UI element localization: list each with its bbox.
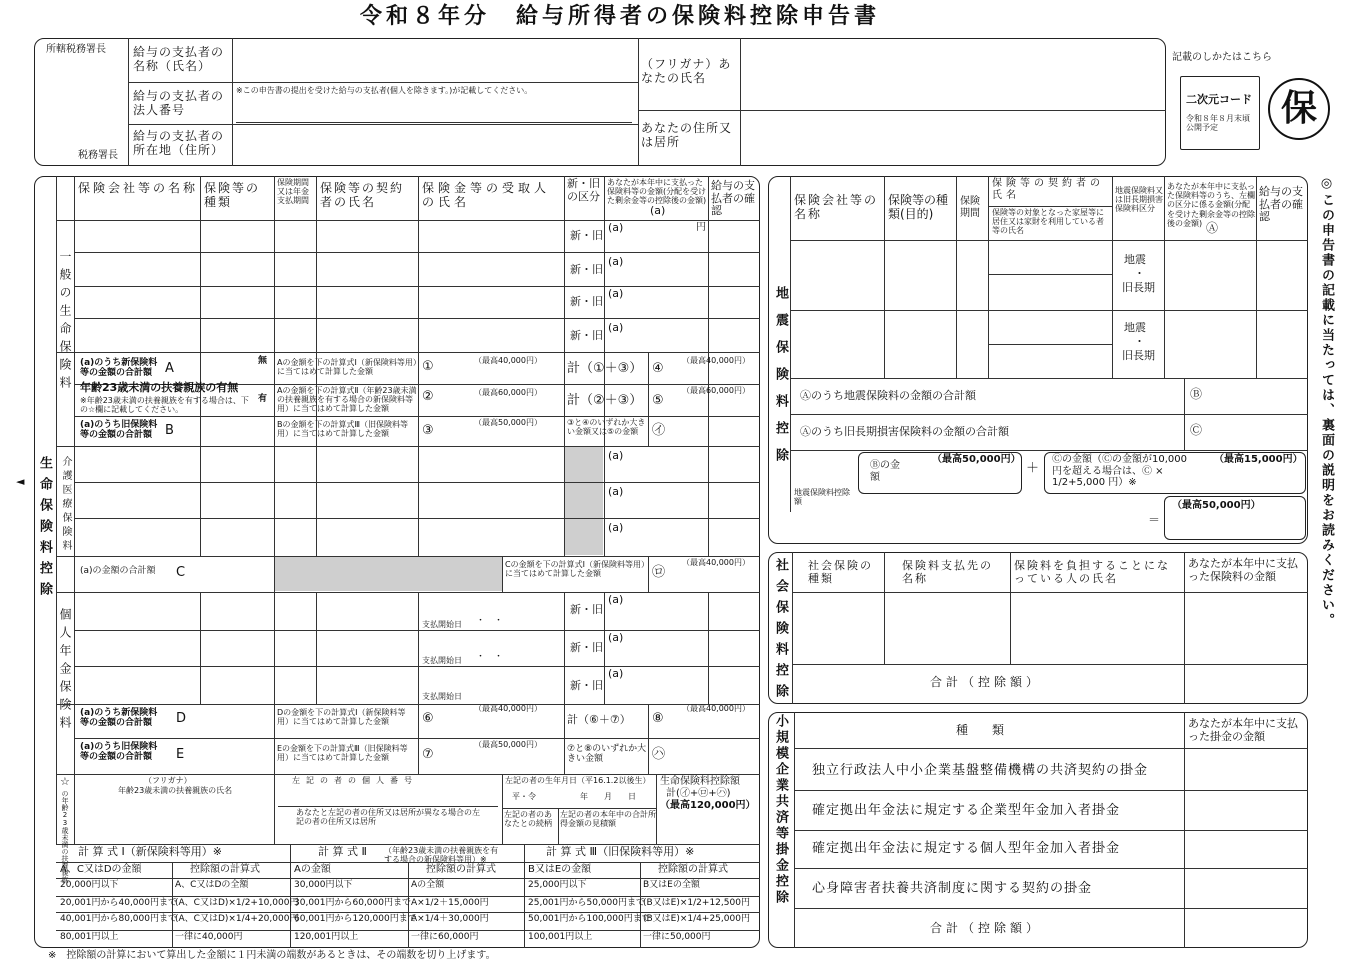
calc2-A: Aの金額を下の計算式Ⅱ（年齢23歳未満の扶養親族を有する場合の新保険料等用）に当てはめて計算した金額 bbox=[277, 386, 417, 414]
newold-3[interactable]: 新・旧 bbox=[570, 295, 603, 308]
max60-2: （最高60,000円） bbox=[682, 386, 750, 395]
social-h3: 保険料を負担することになっている人の氏名 bbox=[1014, 559, 1170, 585]
payer-corp-label: 給与の支払者の法人番号 bbox=[133, 89, 225, 117]
formula-cell: 50,001円から100,000円まで bbox=[528, 914, 651, 924]
formula-cell: A、C又はDの全額 bbox=[175, 880, 249, 890]
social-h4: あなたが本年中に支払った保険料の金額 bbox=[1188, 557, 1298, 583]
corp-number-boxes[interactable] bbox=[236, 100, 632, 123]
quake-eq: ＝ bbox=[1148, 513, 1161, 527]
payment-start-3: 支払開始日 bbox=[422, 692, 462, 701]
newold-2[interactable]: 新・旧 bbox=[570, 263, 603, 276]
pen-new-label: (a)のうち新保険料等の金額の合計額 bbox=[80, 708, 158, 729]
formula-cell: 80,001円以上 bbox=[60, 932, 119, 942]
payment-dots-2: ・ ・ bbox=[476, 652, 504, 662]
quake-b-amount: Ⓑの金額 bbox=[870, 460, 900, 483]
dep-mynumber-label: 左記の者の個人番号 bbox=[292, 776, 418, 785]
dep-addr-note: あなたと左記の者の住所又は居所が異なる場合の左記の者の住所又は居所 bbox=[296, 808, 480, 827]
life-h-company: 保険会社等の名称 bbox=[78, 181, 199, 195]
mark-E: E bbox=[176, 747, 185, 762]
max40-2: （最高40,000円） bbox=[682, 356, 750, 365]
form-title: 令和８年分 給与所得者の保険料控除申告書 bbox=[360, 4, 881, 29]
quake-h-amount: あなたが本年中に支払った保険料等のうち、左欄の区分に係る金額(分配を受けた剰余金等の控除後の金額) bbox=[1167, 182, 1255, 228]
dependent-question: 年齢23歳未満の扶養親族の有無 bbox=[80, 381, 239, 394]
formula-cell: (B又はE)×1/2+12,500円 bbox=[643, 898, 750, 908]
quake-side-label: 地震保険料控除 bbox=[773, 286, 788, 475]
payer-name-label: 給与の支払者の名称（氏名） bbox=[133, 45, 225, 73]
formula-col-head: Aの金額 bbox=[294, 864, 331, 875]
formula-cell: 30,001円から60,000円まで bbox=[294, 898, 411, 908]
qr-code-box bbox=[1180, 76, 1260, 150]
payment-dots-1: ・ ・ bbox=[476, 616, 504, 626]
dep-relation: 左記の者のあなたとの続柄 bbox=[504, 810, 552, 829]
max40-5: （最高40,000円） bbox=[682, 704, 750, 713]
a-mark-4: (a) bbox=[608, 321, 624, 334]
newold-4[interactable]: 新・旧 bbox=[570, 329, 603, 342]
quake-kind-2[interactable]: 地震 bbox=[1124, 321, 1146, 334]
care-newold-grey bbox=[565, 447, 603, 555]
life-h-type: 保険等の種類 bbox=[204, 181, 261, 209]
a-mark-9: (a) bbox=[608, 631, 624, 644]
formula-cell: 100,001円以上 bbox=[528, 932, 593, 942]
formula-col-head: 控除額の計算式 bbox=[658, 864, 728, 875]
mark-i: ㋑ bbox=[652, 423, 666, 438]
social-total: 合計（控除額） bbox=[930, 675, 1043, 689]
formula-cell: 一律に40,000円 bbox=[175, 932, 243, 942]
quake-h-amount-mark: Ⓐ bbox=[1206, 221, 1219, 235]
arrow-marker: ◄ bbox=[16, 475, 25, 488]
quake-total-max: （最高50,000円） bbox=[1172, 500, 1261, 511]
insurance-stamp: 保 bbox=[1268, 78, 1330, 140]
num-1: ① bbox=[422, 359, 434, 374]
life-h-confirm: 給与の支払者の確認 bbox=[711, 179, 755, 218]
newold-5[interactable]: 新・旧 bbox=[570, 603, 603, 616]
quake-kind-2-dot: ・ bbox=[1134, 335, 1145, 348]
quake-max50k-1: （最高50,000円） bbox=[932, 454, 1021, 465]
small-total: 合計（控除額） bbox=[930, 921, 1043, 935]
quake-kind-1[interactable]: 地震 bbox=[1124, 253, 1146, 266]
formula-cell: A×1/2＋15,000円 bbox=[411, 898, 489, 908]
formula-cell: 20,001円から40,000円まで bbox=[60, 898, 177, 908]
care-sum-grey bbox=[275, 557, 502, 591]
max40-1: （最高40,000円） bbox=[474, 356, 542, 365]
dep-era[interactable]: 平・令 bbox=[512, 792, 536, 801]
life-total-formula: 計(㋑+㋺+㋩) bbox=[666, 788, 731, 799]
a-mark-7: (a) bbox=[608, 521, 624, 534]
small-h1: 種 類 bbox=[956, 723, 1005, 737]
max40-4: （最高40,000円） bbox=[474, 704, 542, 713]
newold-1[interactable]: 新・旧 bbox=[570, 229, 603, 242]
quake-h-period: 保険期間 bbox=[960, 196, 980, 219]
formula-cell: Aの全額 bbox=[411, 880, 445, 890]
quake-h-contractor: 保険等の契約者の氏名 bbox=[992, 178, 1104, 201]
num-5: ⑤ bbox=[652, 393, 664, 408]
formula-cell: (B又はE)×1/4+25,000円 bbox=[643, 914, 750, 924]
your-name-label: （フリガナ）あなたの氏名 bbox=[641, 57, 732, 85]
dep-mynumber-boxes[interactable] bbox=[278, 792, 498, 807]
big-of-24: ③と④のいずれか大きい金額又は⑤の金額 bbox=[567, 418, 646, 437]
sum13: 計（①＋③） bbox=[567, 361, 643, 376]
sum67: 計（⑥＋⑦） bbox=[567, 713, 631, 726]
pension-label: 個人年金保険料 bbox=[58, 608, 72, 734]
care-sum-label: (a)の金額の合計額 bbox=[80, 566, 156, 576]
formula-cell: A×1/4＋30,000円 bbox=[411, 914, 489, 924]
a-mark-5: (a) bbox=[608, 449, 624, 462]
formula-cell: (A、C又はD)×1/2+10,000円 bbox=[175, 898, 299, 908]
formula1-title: 計 算 式 Ⅰ（新保険料等用）※ bbox=[78, 845, 222, 858]
side-note: ◎この申告書の記載に当たっては、裏面の説明をお読みください。 bbox=[1319, 176, 1334, 628]
small-row-4: 心身障害者扶養共済制度に関する契約の掛金 bbox=[812, 881, 1093, 896]
a-mark-1: (a) bbox=[608, 221, 624, 234]
no-label[interactable]: 無 bbox=[258, 356, 268, 366]
tax-office-head: 所轄税務署長 bbox=[46, 44, 106, 55]
your-addr-label: あなたの住所又は居所 bbox=[641, 121, 733, 149]
life-h-amount: あなたが本年中に支払った保険料等の金額(分配を受けた剰余金等の控除後の金額) bbox=[607, 178, 707, 206]
gen-old-label: (a)のうち旧保険料等の金額の合計額 bbox=[80, 420, 158, 441]
dependent-note: ※年齢23歳未満の扶養親族を有する場合は、下の☆欄に記載してください。 bbox=[80, 396, 249, 415]
social-h2: 保険料支払先の名称 bbox=[902, 559, 993, 585]
pen-old-label: (a)のうち旧保険料等の金額の合計額 bbox=[80, 742, 158, 763]
max50-2: （最高50,000円） bbox=[474, 740, 542, 749]
formula-cell: (A、C又はD)×1/4+20,000円 bbox=[175, 914, 299, 924]
formula-cell: 25,001円から50,000円まで bbox=[528, 898, 645, 908]
a-mark-6: (a) bbox=[608, 485, 624, 498]
life-h-amount-a: (a) bbox=[650, 204, 666, 217]
mark-C: C bbox=[176, 565, 186, 580]
a-mark-2: (a) bbox=[608, 255, 624, 268]
quake-max15k: （最高15,000円） bbox=[1214, 454, 1303, 465]
life-h-contractor: 保険等の契約者の氏名 bbox=[320, 181, 405, 209]
formula-cell: 一律に60,000円 bbox=[411, 932, 479, 942]
dep-income: 左記の者の本年中の合計所得金額の見積額 bbox=[560, 810, 656, 829]
star-mark: ☆ bbox=[60, 775, 70, 788]
formula-cell: 25,000円以下 bbox=[528, 880, 587, 890]
big-of-78: ⑦と⑧のいずれか大きい金額 bbox=[567, 744, 647, 765]
formula-cell: 30,000円以下 bbox=[294, 880, 353, 890]
life-total-label: 生命保険料控除額 bbox=[660, 776, 740, 787]
quake-h-company: 保険会社等の名称 bbox=[794, 193, 879, 221]
calc1-A: Aの金額を下の計算式Ⅰ（新保険料等用）に当てはめて計算した金額 bbox=[277, 358, 417, 377]
quake-h-confirm: 給与の支払者の確認 bbox=[1259, 185, 1303, 224]
formula-col-head: 控除額の計算式 bbox=[426, 864, 496, 875]
general-life-label: 一般の生命保険料 bbox=[58, 250, 72, 394]
small-row-3: 確定拠出年金法に規定する個人型年金加入者掛金 bbox=[812, 841, 1121, 856]
formula2-sub: （年齢23歳未満の扶養親族を有する場合の新保険料等用）※ bbox=[384, 846, 499, 865]
formula-cell: 60,001円から120,000円まで bbox=[294, 914, 417, 924]
formula-cell: 120,001円以上 bbox=[294, 932, 359, 942]
a-mark-8: (a) bbox=[608, 593, 624, 606]
qr-title: 二次元コード bbox=[1186, 93, 1252, 106]
num-4: ④ bbox=[652, 361, 664, 376]
num-8: ⑧ bbox=[652, 711, 664, 726]
dep-ymd: 年 月 日 bbox=[580, 792, 636, 801]
max40-3: （最高40,000円） bbox=[682, 558, 750, 567]
payer-corp-note: ※この申告書の提出を受けた給与の支払者(個人を除きます。)が記載してください。 bbox=[236, 86, 533, 95]
newold-6[interactable]: 新・旧 bbox=[570, 641, 603, 654]
dep-name-label: （フリガナ） bbox=[144, 776, 192, 785]
quake-mark-B: Ⓑ bbox=[1190, 387, 1203, 401]
num-3: ③ bbox=[422, 423, 434, 438]
formula2-title: 計 算 式 Ⅱ bbox=[318, 845, 367, 858]
quake-plus: ＋ bbox=[1026, 461, 1040, 476]
max60-1: （最高60,000円） bbox=[474, 388, 542, 397]
dep-dob-label: 左記の者の生年月日（平16.1.2以後生） bbox=[505, 776, 651, 785]
sum23: 計（②＋③） bbox=[567, 393, 643, 408]
quake-kind-2-old[interactable]: 旧長期 bbox=[1122, 349, 1155, 362]
formula-col-head: 控除額の計算式 bbox=[190, 864, 260, 875]
calc1-D: Dの金額を下の計算式Ⅰ（新保険料等用）に当てはめて計算した金額 bbox=[277, 708, 406, 727]
small-row-1: 独立行政法人中小企業基盤整備機構の共済契約の掛金 bbox=[812, 763, 1149, 778]
footnote: ※ 控除額の計算において算出した金額に１円未満の端数があるときは、その端数を切り上げます。 bbox=[48, 950, 496, 961]
quake-kind-1-old[interactable]: 旧長期 bbox=[1122, 281, 1155, 294]
formula-col-head: B又はEの金額 bbox=[528, 864, 592, 875]
quake-h-insured: 保険等の対象となった家屋等に居住又は家財を利用している者等の氏名 bbox=[992, 208, 1104, 236]
tax-office-suffix: 税務署長 bbox=[78, 150, 118, 161]
formula-col-head: A、C又はDの金額 bbox=[60, 864, 142, 875]
mark-D: D bbox=[176, 711, 187, 726]
payer-addr-label: 給与の支払者の所在地（住所） bbox=[133, 129, 225, 157]
num-2: ② bbox=[422, 389, 434, 404]
dependent-side: の年齢23歳未満の扶養親族 bbox=[61, 790, 69, 883]
quake-kind-1-dot: ・ bbox=[1134, 267, 1145, 280]
quake-deduction-label: 地震保険料控除額 bbox=[794, 488, 850, 507]
quake-c-formula: Ⓒの金額（Ⓒの金額が10,000円を超える場合は、Ⓒ × 1/2+5,000 円）※ bbox=[1052, 454, 1187, 488]
howto-link[interactable]: 記載のしかたはこちら bbox=[1172, 52, 1272, 63]
yes-label[interactable]: 有 bbox=[258, 394, 268, 404]
max50-1: （最高50,000円） bbox=[474, 418, 542, 427]
calc3-E: Eの金額を下の計算式Ⅲ（旧保険料等用）に当てはめて計算した金額 bbox=[277, 744, 408, 763]
quake-sum-label: Ⓐのうち地震保険料の金額の合計額 bbox=[800, 389, 976, 402]
care-label: 介護医療保険料 bbox=[60, 456, 71, 554]
formula3-title: 計 算 式 Ⅲ（旧保険料等用）※ bbox=[546, 845, 695, 858]
life-side-label: 生命保険料控除 bbox=[37, 456, 52, 603]
num-6: ⑥ bbox=[422, 711, 434, 726]
quake-mark-C: Ⓒ bbox=[1190, 423, 1203, 437]
payer-name-input[interactable] bbox=[234, 40, 636, 80]
quake-old-sum-label: Ⓐのうち旧長期損害保険料の金額の合計額 bbox=[800, 425, 1009, 438]
formula-cell: 一律に50,000円 bbox=[643, 932, 711, 942]
num-7: ⑦ bbox=[422, 747, 434, 762]
quake-h-type: 保険等の種類(目的) bbox=[888, 193, 949, 221]
small-side-label: 小規模企業共済等掛金控除 bbox=[773, 714, 788, 906]
a-mark-10: (a) bbox=[608, 667, 624, 680]
quake-h-kind: 地震保険料又は旧長期損害保険料区分 bbox=[1115, 186, 1163, 214]
formula-cell: 40,001円から80,000円まで bbox=[60, 914, 177, 924]
your-name-input[interactable] bbox=[742, 40, 1164, 108]
formula-cell: 20,000円以下 bbox=[60, 880, 119, 890]
newold-7[interactable]: 新・旧 bbox=[570, 679, 603, 692]
social-side-label: 社会保険料控除 bbox=[773, 558, 788, 705]
mark-ha: ㋩ bbox=[652, 747, 666, 762]
social-h1: 社会保険の種類 bbox=[808, 559, 873, 585]
life-h-newold: 新・旧の区分 bbox=[567, 177, 600, 203]
gen-new-label: (a)のうち新保険料等の金額の合計額 bbox=[80, 358, 158, 379]
payment-start-1: 支払開始日 bbox=[422, 620, 462, 629]
yen-unit: 円 bbox=[696, 222, 706, 233]
life-total-max: （最高120,000円） bbox=[660, 800, 756, 811]
your-address-input[interactable] bbox=[742, 112, 1164, 164]
payment-start-2: 支払開始日 bbox=[422, 656, 462, 665]
mark-ro: ㋺ bbox=[652, 565, 666, 580]
calc3-B: Bの金額を下の計算式Ⅲ（旧保険料等用）に当てはめて計算した金額 bbox=[277, 420, 409, 439]
life-h-recipient: 保険金等の受取人の氏名 bbox=[422, 181, 551, 209]
small-row-2: 確定拠出年金法に規定する企業型年金加入者掛金 bbox=[812, 803, 1121, 818]
life-h-period: 保険期間又は年金支払期間 bbox=[277, 178, 309, 206]
calc1-C: Cの金額を下の計算式Ⅰ（新保険料等用）に当てはめて計算した金額 bbox=[505, 560, 645, 579]
small-h2: あなたが本年中に支払った掛金の金額 bbox=[1188, 717, 1298, 743]
qr-note: 令和８年８月末頃公開予定 bbox=[1186, 114, 1250, 133]
dep-name-sub: 年齢23歳未満の扶養親族の氏名 bbox=[118, 786, 233, 795]
mark-B: B bbox=[165, 423, 174, 438]
mark-A: A bbox=[165, 361, 174, 376]
a-mark-3: (a) bbox=[608, 287, 624, 300]
formula-cell: B又はEの全額 bbox=[643, 880, 700, 890]
